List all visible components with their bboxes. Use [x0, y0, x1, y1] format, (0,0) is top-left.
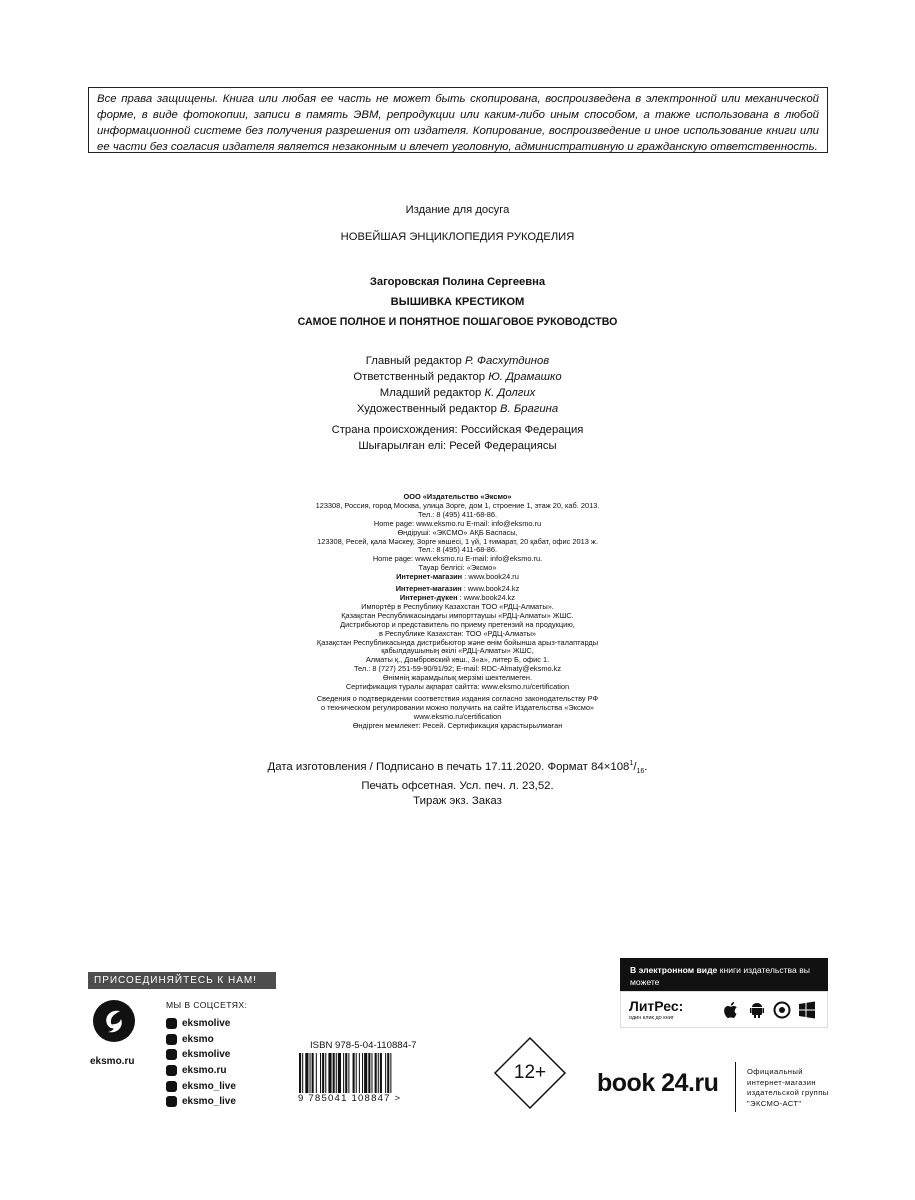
author: Загоровская Полина Сергеевна	[369, 276, 546, 288]
social-item-youtube[interactable]: eksmo_live	[166, 1078, 236, 1094]
print-run: Тираж экз. Заказ	[413, 795, 502, 808]
rights-notice: Все права защищены. Книга или любая ее часть не может быть скопирована, воспроизведена в электронной или механической форме, в виде фотокопии, записи в память ЭВМ, репродукции или каким-либо иным способом, а также использована в любой информационной системе без получения разрешения от издателя. Копирование, воспроизведение и иное использование книги или ее части без согласия издателя является незаконным и влечет уголовную, административную и гражданскую ответственность.	[88, 87, 828, 153]
editor-line: Ответственный редактор Ю. Драмашко	[353, 371, 562, 383]
book24-logo[interactable]: book 24.ru	[597, 1069, 719, 1097]
book-title: ВЫШИВКА КРЕСТИКОМ	[390, 296, 525, 308]
social-list	[166, 1016, 236, 1110]
book24-divider	[735, 1062, 736, 1112]
windows-icon[interactable]	[798, 1001, 816, 1019]
facebook-icon	[166, 1018, 177, 1029]
age-rating-label: 12+	[513, 1062, 547, 1083]
age-rating-badge	[493, 1036, 567, 1110]
editor-line: Главный редактор Р. Фасхутдинов	[365, 355, 550, 367]
origin-block	[0, 422, 915, 454]
isbn-text: ISBN 978-5-04-110884-7	[310, 1040, 417, 1051]
litres-block[interactable]	[620, 958, 828, 1028]
barcode-digits: 9 785041 108847 >	[298, 1093, 402, 1104]
editor-line: Младший редактор К. Долгих	[379, 387, 536, 399]
litres-caption: В электронном виде книги издательства вы можете	[630, 965, 810, 987]
apple-icon[interactable]	[723, 1001, 741, 1019]
odnoklassniki-icon	[166, 1065, 177, 1076]
eksmo-site[interactable]: eksmo.ru	[90, 1056, 135, 1067]
publisher-info: ООО «Издательство «Эксмо» 123308, Россия, город Москва, улица Зорге, дом 1, строение 1, этаж 20, каб. 2013. Тел.: 8 (495) 411-68-86. Home page: www.eksmo.ru E-mail: info@eksmo.ru Өндіруші: «ЭКСМО» АҚБ Баспасы, 123308, Ресей, қала Мәскеу, Зорге көшесі, 1 үй, 1 ғимарат, 20 қабат, офис 2013 ж. Тел.: 8 (495) 411-68-86. Home page: www.eksmo.ru E-mail: info@eksmo.ru. Тауар белгісі: «Эксмо» Интернет-магазин : www.book24.ru Интернет-магазин : www.book24.kz Интернет-дүкен : www.book24.kz Импортёр в Республику Казахстан ТОО «РДЦ-Алматы». Қазақстан Республикасындағы импорттаушы «РДЦ-Алматы» ЖШС. Дистрибьютор и представитель по приему претензий на продукцию, в Республике Казахстан: ТОО «РДЦ-Алматы» Қазақстан Республикасында дистрибьютор және өнім бойынша арыз-талаптарды қабылдаушының өкілі «РДЦ-Алматы» ЖШС, Алматы қ., Домбровский көш., 3«а», литер Б, офис 1. Тел.: 8 (727) 251-59-90/91/92; E-mail: RDC-Almaty@eksmo.kz Өнімнің жарамдылық мерзімі шектелмеген. Сертификация туралы ақпарат сайтта: www.eksmo.ru/certification Сведения о подтверждении соответствия издания согласно законодательству РФ о техническом регулировании можно получить на сайте Издательства «Эксмо» www.eksmo.ru/certification Өндірген мемлекет: Ресей. Сертификация қарастырылмаған	[0, 493, 915, 731]
social-item-vk[interactable]: eksmo	[166, 1032, 236, 1048]
origin-kz: Шығарылған елі: Ресей Федерациясы	[358, 440, 557, 452]
shop-kz2: Интернет-дүкен : www.book24.kz	[399, 592, 516, 602]
browser-icon[interactable]	[773, 1001, 791, 1019]
origin-ru: Страна происхождения: Российская Федерация	[331, 424, 584, 436]
instagram-icon	[166, 1049, 177, 1060]
print-info	[0, 756, 915, 809]
book-subtitle: САМОЕ ПОЛНОЕ И ПОНЯТНОЕ ПОШАГОВОЕ РУКОВОДСТВО	[297, 316, 618, 328]
social-heading: МЫ В СОЦСЕТЯХ:	[166, 1000, 248, 1010]
series-name: НОВЕЙШАЯ ЭНЦИКЛОПЕДИЯ РУКОДЕЛИЯ	[340, 231, 575, 243]
android-icon[interactable]	[748, 1001, 766, 1019]
shop-ru: Интернет-магазин : www.book24.ru	[396, 572, 519, 582]
litres-brand: ЛитРес:	[629, 998, 684, 1014]
youtube-icon	[166, 1081, 177, 1092]
litres-tagline: один клик до книг	[629, 1015, 674, 1021]
print-date-format: Дата изготовления / Подписано в печать 17.11.2020. Формат $84\times 108^1/_{16}$.	[267, 760, 648, 776]
print-type: Печать офсетная. Усл. печ. л. 23,52.	[361, 780, 554, 793]
book24-description: Официальный интернет-магазин издательской группы "ЭКСМО-АСТ"	[747, 1067, 829, 1108]
social-item-twitter[interactable]: eksmo_live	[166, 1094, 236, 1110]
editor-line: Художественный редактор В. Брагина	[356, 403, 559, 415]
social-item-ok[interactable]: eksmo.ru	[166, 1063, 236, 1079]
join-banner: ПРИСОЕДИНЯЙТЕСЬ К НАМ!	[88, 972, 276, 989]
vk-icon	[166, 1034, 177, 1045]
social-item-instagram[interactable]: eksmolive	[166, 1047, 236, 1063]
eksmo-logo-icon	[92, 999, 136, 1043]
edition-type: Издание для досуга	[405, 204, 510, 216]
shop-kz: Интернет-магазин : www.book24.kz	[395, 584, 520, 594]
editors-block	[0, 353, 915, 417]
publisher-name: ООО «Издательство «Эксмо»	[403, 492, 512, 501]
twitter-icon	[166, 1096, 177, 1107]
social-item-facebook[interactable]: eksmolive	[166, 1016, 236, 1032]
